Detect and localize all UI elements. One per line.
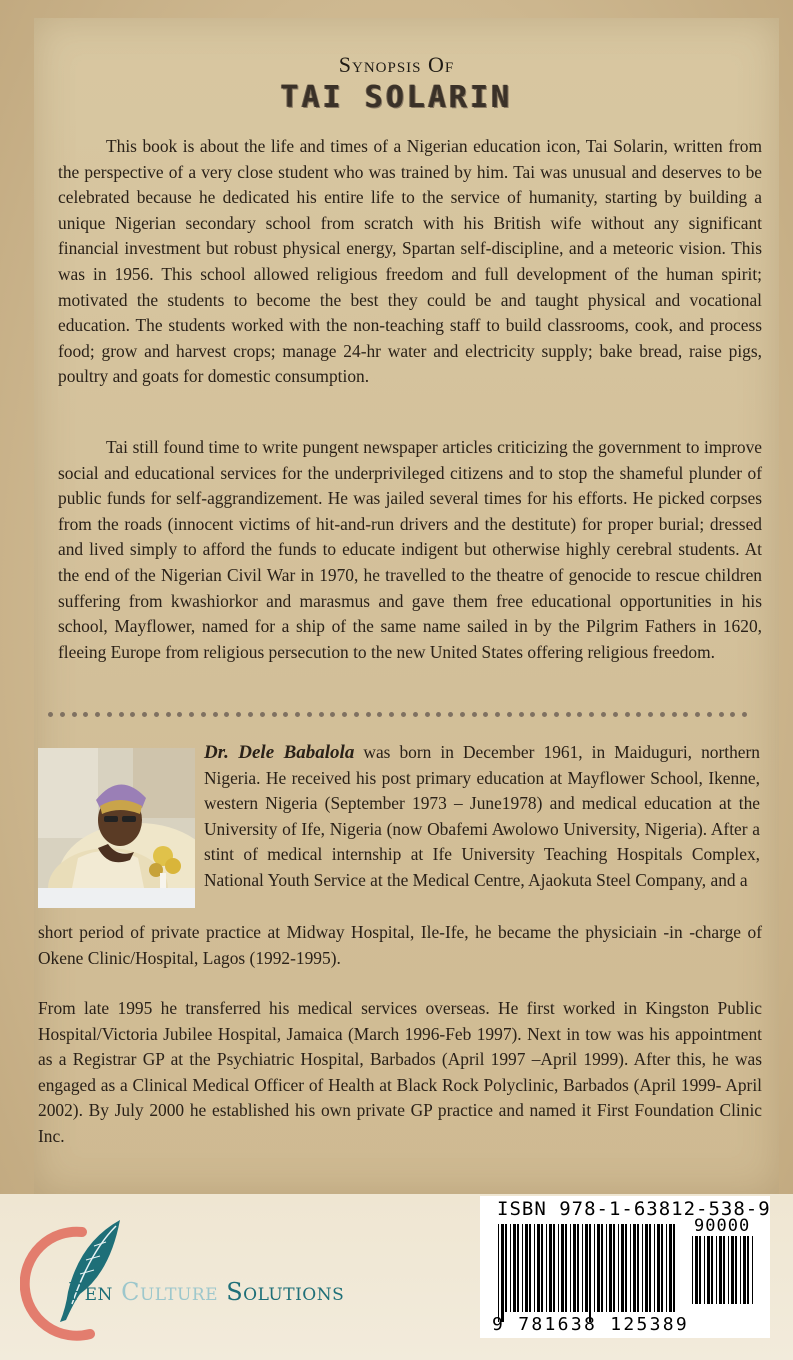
divider-dot (60, 712, 65, 717)
divider-dot (742, 712, 747, 717)
divider-dot (319, 712, 324, 717)
barcode-bar (707, 1236, 710, 1304)
barcode-bar (589, 1224, 591, 1322)
divider-dot (95, 712, 100, 717)
author-bio-text: was born in December 1961, in Maiduguri, northern Nigeria. He received his post primary education at Mayflower School, Ikenne, western Nigeria (September 1973 – June1978) and medical education at the University of Ife, Nigeria (now Obafemi Awolowo University, Nigeria). After a stint of medical internship at Ife University Teaching Hospitals Complex, National Youth Service at the Medical Centre, Ajaokuta Steel Company, and a (204, 742, 760, 890)
barcode-bar (513, 1224, 516, 1312)
divider-dot (236, 712, 241, 717)
barcode-bar (561, 1224, 564, 1312)
divider-dot (507, 712, 512, 717)
divider-dot (142, 712, 147, 717)
divider-dot (636, 712, 641, 717)
divider-dot (166, 712, 171, 717)
divider-dot (401, 712, 406, 717)
divider-dot (107, 712, 112, 717)
barcode-number: 9 781638 125389 (492, 1314, 690, 1335)
divider-dot (354, 712, 359, 717)
barcode-box (480, 1196, 770, 1338)
barcode-bar (704, 1236, 705, 1304)
divider-dot (413, 712, 418, 717)
publisher-word-solutions: Solutions (226, 1278, 345, 1306)
addon-barcode-bars (692, 1236, 756, 1314)
barcode-bar (735, 1236, 737, 1304)
divider-dot (283, 712, 288, 717)
barcode-bar (711, 1236, 713, 1304)
divider-dot (189, 712, 194, 717)
barcode-bar (645, 1224, 648, 1312)
divider-dot (495, 712, 500, 717)
barcode-bar (692, 1236, 693, 1304)
divider-dot (530, 712, 535, 717)
divider-dot (366, 712, 371, 717)
divider-dot (577, 712, 582, 717)
barcode-bar (728, 1236, 729, 1304)
divider-dot (483, 712, 488, 717)
divider-dot (248, 712, 253, 717)
barcode-bar (510, 1224, 511, 1312)
barcode-bars (498, 1224, 680, 1322)
barcode-bar (573, 1224, 576, 1312)
synopsis-paragraph-2: Tai still found time to write pungent newspaper articles criticizing the government to improve social and educational services for the underprivileged citizens and to stop the shameful plunder of public funds for self-aggrandizement. He was jailed several times for his efforts. He picked corpses from the roads (innocent victims of hit-and-run drivers and the destitute) for proper burial; dressed and lived simply to afford the funds to educate indigent but otherwise highly cerebral students. At the end of the Nigerian Civil War in 1970, he travelled to the theatre of genocide to rescue children suffering from kwashiorkor and marasmus and gave them free educational opportunities in his school, Mayflower, named for a ship of the same name sailed in by the Pilgrim Fathers in 1620, fleeing Europe from religious persecution to the new United States offering religious freedom. (58, 437, 762, 662)
book-title: TAI SOLARIN (280, 80, 513, 115)
barcode-bar (505, 1224, 507, 1312)
barcode-bar (553, 1224, 555, 1312)
divider-dot (542, 712, 547, 717)
barcode-bar (541, 1224, 543, 1312)
publisher-name (68, 1278, 344, 1306)
divider-dot (48, 712, 53, 717)
publisher-word-pen: Pen (68, 1278, 113, 1306)
divider-dot (342, 712, 347, 717)
divider-dot (177, 712, 182, 717)
divider-dot (272, 712, 277, 717)
divider-dot (330, 712, 335, 717)
barcode-bar (585, 1224, 588, 1312)
divider-dot (72, 712, 77, 717)
barcode-bar (716, 1236, 717, 1304)
isbn-label: ISBN 978-1-63812-538-9 (497, 1198, 771, 1220)
divider-dot (448, 712, 453, 717)
barcode-bar (673, 1224, 675, 1312)
synopsis-paragraph-1: This book is about the life and times of a Nigerian education icon, Tai Solarin, written from the perspective of a very close student who was trained by him. Tai was unusual and deserves to be celebrated because he dedicated his entire life to the service of humanity, starting by building a unique Nigerian secondary school from scratch with his British wife without any significant financial investment but robust physical energy, Spartan self-discipline, and a meteoric vision. This was in 1956. This school allowed religious freedom and full development of the human spirit; motivated the students to become the best they could be and taught physical and vocational education. The students worked with the non-teaching staff to build classrooms, cook, and process food; grow and harvest crops; manage 24-hr water and electricity supply; bake bread, raise pigs, poultry and goats for domestic consumption. (58, 136, 762, 387)
barcode-bar (654, 1224, 655, 1312)
divider-dot (707, 712, 712, 717)
barcode-bar (525, 1224, 528, 1312)
divider-dot (377, 712, 382, 717)
divider-dot (660, 712, 665, 717)
barcode-bar (597, 1224, 600, 1312)
barcode-bar (740, 1236, 741, 1304)
barcode-bar (719, 1236, 722, 1304)
barcode-bar (743, 1236, 746, 1304)
divider-dot (213, 712, 218, 717)
divider-dot (625, 712, 630, 717)
divider-dot (460, 712, 465, 717)
barcode-bar (613, 1224, 615, 1312)
divider-dot (601, 712, 606, 717)
divider-dot (589, 712, 594, 717)
divider-dot (672, 712, 677, 717)
barcode-bar (498, 1224, 499, 1322)
divider-dot (130, 712, 135, 717)
author-photo (38, 748, 195, 908)
barcode-bar (517, 1224, 519, 1312)
divider-dot (472, 712, 477, 717)
divider-dot (224, 712, 229, 717)
barcode-bar (747, 1236, 749, 1304)
barcode-bar (657, 1224, 660, 1312)
barcode-bar (570, 1224, 571, 1312)
barcode-bar (661, 1224, 663, 1312)
barcode-bar (649, 1224, 651, 1312)
barcode-bar (546, 1224, 547, 1312)
barcode-bar (577, 1224, 579, 1312)
barcode-bar (549, 1224, 552, 1312)
divider-dot (201, 712, 206, 717)
barcode-bar (642, 1224, 643, 1312)
barcode-bar (752, 1236, 753, 1304)
barcode-bar (695, 1236, 698, 1304)
barcode-bar (534, 1224, 535, 1312)
divider-dot (260, 712, 265, 717)
author-photo-illustration (38, 748, 195, 908)
barcode-bar (666, 1224, 667, 1312)
divider-dot (648, 712, 653, 717)
author-name: Dr. Dele Babalola (204, 742, 355, 763)
divider-dot (389, 712, 394, 717)
author-bio-continued: short period of private practice at Midway Hospital, Ile-Ife, he became the physiciain -in -charge of Okene Clinic/Hospital, Lagos (1992-1995). (38, 922, 762, 968)
barcode-bar (594, 1224, 595, 1312)
synopsis-heading: Synopsis Of (338, 52, 455, 77)
barcode-bar (582, 1224, 583, 1312)
divider-dot (613, 712, 618, 717)
barcode-bar (633, 1224, 636, 1312)
barcode-bar (731, 1236, 734, 1304)
publisher-word-culture: Culture (121, 1278, 219, 1306)
barcode-bar (565, 1224, 567, 1312)
dotted-divider (48, 704, 748, 724)
barcode-bar (537, 1224, 540, 1312)
barcode-bar (699, 1236, 701, 1304)
barcode-bar (501, 1224, 504, 1322)
barcode-bar (669, 1224, 672, 1312)
divider-dot (730, 712, 735, 717)
barcode-bar (637, 1224, 639, 1312)
divider-dot (307, 712, 312, 717)
barcode-bar (601, 1224, 603, 1312)
barcode-bar (522, 1224, 523, 1312)
barcode-bar (606, 1224, 607, 1312)
divider-dot (83, 712, 88, 717)
barcode-bar (558, 1224, 559, 1312)
divider-dot (554, 712, 559, 717)
barcode-bar (529, 1224, 531, 1312)
author-bio-beside-photo (204, 740, 760, 894)
divider-dot (566, 712, 571, 717)
barcode-bar (630, 1224, 631, 1312)
barcode-bar (621, 1224, 624, 1312)
divider-dot (719, 712, 724, 717)
divider-dot (119, 712, 124, 717)
divider-dot (695, 712, 700, 717)
divider-dot (683, 712, 688, 717)
author-paragraph-2: From late 1995 he transferred his medical services overseas. He first worked in Kingston Public Hospital/Victoria Jubilee Hospital, Jamaica (March 1996-Feb 1997). Next in tow was his appointment as a Registrar GP at the Psychiatric Hospital, Barbados (April 1997 –April 1999). After this, he was engaged as a Clinical Medical Officer of Health at Black Rock Polyclinic, Barbados (April 1999- April 2002). By July 2000 he established his own private GP practice and named it First Foundation Clinic Inc. (38, 998, 762, 1146)
divider-dot (519, 712, 524, 717)
divider-dot (425, 712, 430, 717)
barcode-bar (723, 1236, 725, 1304)
divider-dot (295, 712, 300, 717)
barcode-bar (609, 1224, 612, 1312)
barcode-bar (618, 1224, 619, 1312)
price-code: 90000 (694, 1216, 751, 1236)
divider-dot (436, 712, 441, 717)
publisher-logo (20, 1212, 400, 1352)
divider-dot (154, 712, 159, 717)
barcode-bar (625, 1224, 627, 1312)
